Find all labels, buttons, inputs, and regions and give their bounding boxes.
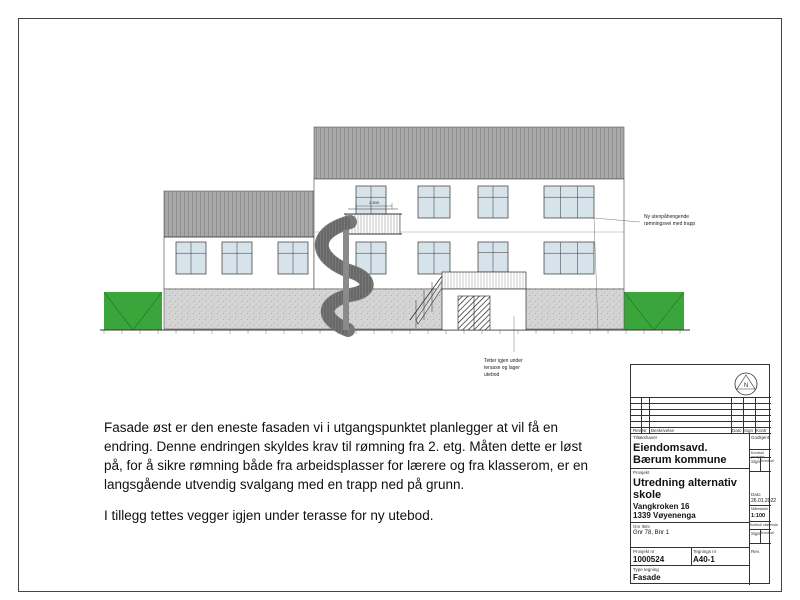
malestokk-value: 1:100 xyxy=(751,513,766,519)
escape-route-note: Ny utenpåhengende rømningsvei med trapp xyxy=(644,214,696,227)
sign-label-1: Sign. xyxy=(751,459,762,464)
title-block xyxy=(630,364,778,584)
gnr-label: Gnr /Bnr xyxy=(633,524,651,529)
owner-line-2: Bærum kommune xyxy=(633,454,727,466)
tegningsnr-label: Tegnings nr xyxy=(693,549,717,554)
rev-header-dato: Dato xyxy=(732,428,742,433)
type-value: Fasade xyxy=(633,573,661,582)
gnr-value: Gnr 78, Bnr 1 xyxy=(633,530,670,536)
window xyxy=(544,242,594,274)
kontroll-label-2: Kontroll xyxy=(761,531,774,535)
dato-label: Dato xyxy=(751,492,761,497)
description xyxy=(104,418,594,537)
svg-text:N: N xyxy=(743,383,749,389)
address-line-1: Vangkroken 16 xyxy=(633,502,690,511)
window xyxy=(544,186,594,218)
rev-header-rev: Rev xyxy=(633,428,642,433)
rev-label: Rev. xyxy=(751,549,760,554)
kontroll-utforende-label: Kontroll utførende xyxy=(750,523,778,527)
sign-label-2: Sign. xyxy=(751,531,762,536)
rev-header-nr: Nr xyxy=(642,428,647,433)
rev-header-beskrivelse: Beskrivelse xyxy=(651,428,675,433)
owner-line-1: Eiendomsavd. xyxy=(633,442,708,454)
description-paragraph-2: I tillegg tettes vegger igjen under terasse for ny utebod. xyxy=(104,508,434,523)
type-label: Type tegning xyxy=(633,567,659,572)
hedge-right xyxy=(624,292,684,330)
tegningsnr-value: A40-1 xyxy=(693,555,715,564)
terrace xyxy=(442,272,526,330)
address-line-2: 1339 Vøyenenga xyxy=(633,511,696,520)
project-line-2: skole xyxy=(633,489,662,501)
storage-note: Tetter igjen under terasse og lager utebod xyxy=(484,358,523,378)
kontroll-label-1: Kontroll xyxy=(761,459,774,463)
hedge-left xyxy=(104,292,162,330)
godkjent-label: Godkjent xyxy=(751,435,770,440)
ground-ticks xyxy=(104,330,680,334)
rev-header-sign: Sign xyxy=(744,428,754,433)
tiltakshaver-label: Tiltakshaver xyxy=(633,435,658,440)
prosjekt-label: Prosjekt xyxy=(633,470,650,475)
dato-value: 26.01.2022 xyxy=(751,498,777,504)
description-paragraph-1: Fasade øst er den eneste fasaden vi i utgangspunktet planlegger at vil få en endring. Denne endringen skyldes krav til rømning fra 2. etg. Måten dette er løst på, for å sikre rømning både fra arbeidsplasser for lærere og fra klasserom, er en langsgående utvendig svalgang med en trapp ned på grunn. xyxy=(104,420,588,492)
rev-header-kontr: Kontr xyxy=(756,428,767,433)
prosjektnr-label: Prosjekt nr xyxy=(633,549,655,554)
prosjektnr-value: 1000524 xyxy=(633,555,665,564)
project-line-1: Utredning alternativ xyxy=(633,477,737,489)
foundation xyxy=(164,289,624,329)
kontroll-prosjekt-label: Kontroll prosjekt xyxy=(751,451,765,459)
company-logo xyxy=(731,369,761,399)
malestokk-label: Målestokk xyxy=(751,507,769,511)
dimension-label: 2.500 xyxy=(368,200,380,205)
